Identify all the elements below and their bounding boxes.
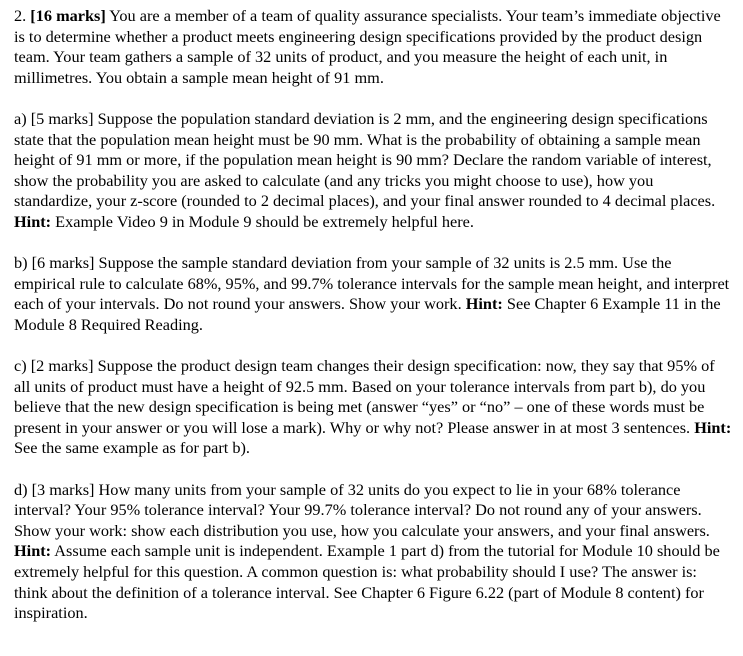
question-document bbox=[14, 6, 734, 624]
question-intro bbox=[14, 6, 734, 88]
part-b-text: b) [6 marks] Suppose the sample standard deviation from your sample of 32 units is 2.5 mm. Use the empirical rule to calculate 68%, 95%, and 99.7% tolerance intervals for the sample mean height, and interpret each of your intervals. Do not round your answers. Show your work. bbox=[14, 253, 730, 314]
part-c-hint-label: Hint: bbox=[694, 417, 732, 437]
part-c-text: c) [2 marks] Suppose the product design team changes their design specification: now, they say that 95% of all units of product must have a height of 92.5 mm. Based on your tolerance intervals from part b), do you believe that the new design specification is being met (answer “yes” or “no” – one of these words must be present in your answer or you will lose a mark). Why or why not? Please answer in at most 3 sentences. bbox=[14, 356, 715, 437]
part-a-hint-label: Hint: bbox=[14, 211, 52, 231]
part-d-hint-label: Hint: bbox=[14, 541, 52, 561]
intro-text: You are a member of a team of quality assurance specialists. Your team’s immediate objective is to determine whether a product meets engineering design specifications provided by the product design team. Your team gathers a sample of 32 units of product, and you measure the height of each unit, in millimetres. You obtain a sample mean height of 91 mm. bbox=[14, 6, 721, 87]
part-d-hint: Assume each sample unit is independent. Example 1 part d) from the tutorial for Module 10 should be extremely helpful for this question. A common question is: what probability should I use? The answer is: think about the definition of a tolerance interval. See Chapter 6 Figure 6.22 (part of Module 8 content) for inspiration. bbox=[14, 541, 720, 623]
part-a-hint: Example Video 9 in Module 9 should be extremely helpful here. bbox=[55, 211, 474, 231]
part-c-hint: See the same example as for part b). bbox=[14, 438, 250, 458]
part-c bbox=[14, 356, 734, 459]
part-a-text: a) [5 marks] Suppose the population standard deviation is 2 mm, and the engineering design specifications state that the population mean height must be 90 mm. What is the probability of obtaining a sample mean height of 91 mm or more, if the population mean height is 90 mm? Declare the random variable of interest, show the probability you are asked to calculate (and any tricks you might choose to use), how you standardize, your z-score (rounded to 2 decimal places), and your final answer rounded to 4 decimal places. bbox=[14, 108, 716, 211]
question-number: 2. bbox=[14, 6, 27, 25]
part-b bbox=[14, 253, 734, 335]
part-d bbox=[14, 480, 734, 624]
part-d-text: d) [3 marks] How many units from your sample of 32 units do you expect to lie in your 68% tolerance interval? Your 95% tolerance interval? Your 99.7% tolerance interval? Do not round any of your answers. Show your work: show each distribution you use, how you calculate your answers, and your final answers. bbox=[14, 479, 710, 540]
part-a bbox=[14, 109, 734, 233]
question-marks: [16 marks] bbox=[30, 6, 106, 25]
part-b-hint: See Chapter 6 Example 11 in the Module 8 Required Reading. bbox=[14, 294, 721, 334]
part-b-hint-label: Hint: bbox=[465, 294, 503, 314]
